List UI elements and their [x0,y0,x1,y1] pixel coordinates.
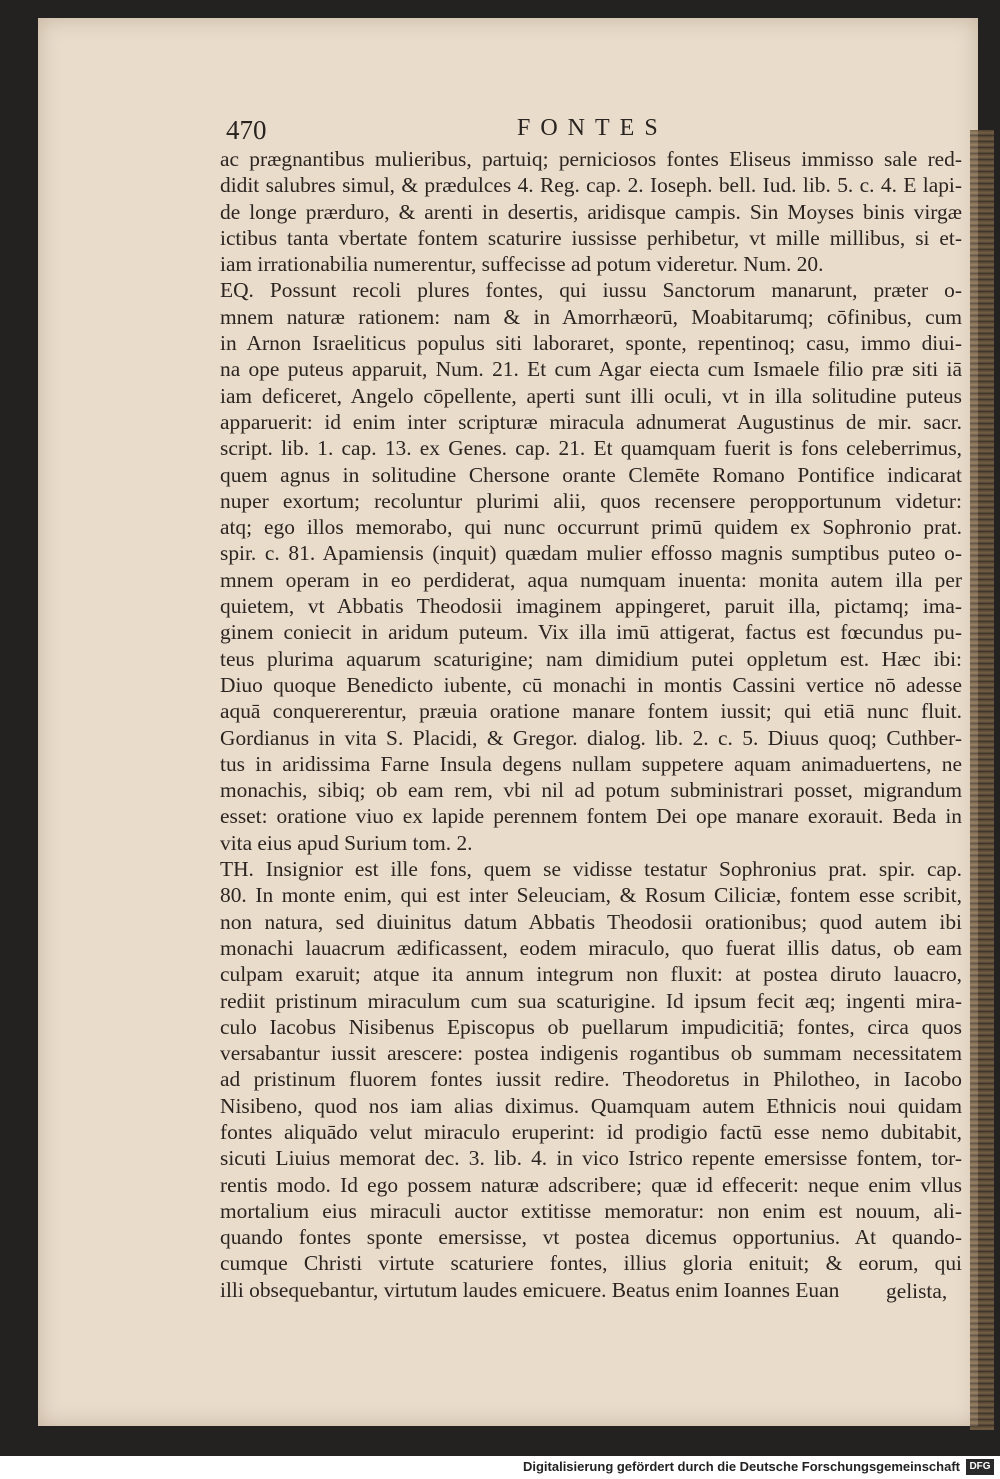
text-line: ictibus tanta vbertate fontem scaturire iussisse perhibetur, vt mille millibus, si et- [220,225,962,250]
text-line: script. lib. 1. cap. 13. ex Genes. cap. 21. Et quamquam fuerit is fons celeberrimus, [220,436,962,461]
text-line: iam irrationabilia numerentur, suffecisse ad potum videretur. Num. 20. [220,252,824,277]
text-line: aquā conquererentur, præuia oratione manare fontem iussit; qui etiā nunc fluit. [220,699,962,724]
text-line: vita eius apud Surium tom. 2. [220,830,473,855]
text-line: spir. c. 81. Apamiensis (inquit) quædam mulier effosso magnis sumptibus puteo o- [220,541,962,566]
text-line: versabantur iussit arescere: postea indigenis rogantibus ob summam necessitatem [220,1041,962,1066]
text-line: tus in aridissima Farne Insula degens nullam suppetere aquam animaduertens, ne [220,751,962,776]
catchword: gelista, [886,1279,948,1303]
text-line: in Arnon Israeliticus populus siti laboraret, sponte, repentinoq; casu, immo diui- [220,331,962,356]
text-line: Nisibeno, quod nos iam alias diximus. Quamquam autem Ethnicis noui quidam [220,1093,962,1118]
text-line: Diuo quoque Benedicto iubente, cū monachi in montis Cassini vertice nō adesse [220,672,962,697]
text-line: cumque Christi virtute scaturiere fontes, illius gloria enituit; & eorum, qui [220,1251,962,1276]
dfg-logo: DFG [966,1459,994,1475]
text-line: iam deficeret, Angelo cōpellente, aperti sunt illi oculi, vt in illa solitudine puteus [220,383,962,408]
body-text [220,146,962,1303]
text-line: ac prægnantibus mulieribus, partuiq; perniciosos fontes Eliseus immisso sale red- [220,147,962,171]
text-line: culo Iacobus Nisibenus Episcopus ob puellarum impudicitiā; fontes, circa quos [220,1014,962,1039]
text-line: esset: oratione viuo ex lapide perennem fontem Dei ope manare exorauit. Beda in [220,804,962,829]
text-line: nuper exortum; recoluntur plurimi alii, quos recensere peropportunum videtur: [220,488,962,513]
text-line: EQ. Possunt recoli plures fontes, qui iussu Sanctorum manarunt, præter o- [220,278,962,303]
text-line: quietem, vt Abbatis Theodosii imaginem appingeret, paruit illa, pictamq; ima- [220,594,962,619]
text-line: mnem naturæ rationem: nam & in Amorrhæorū, Moabitarumq; cōfinibus, cum [220,304,962,329]
text-line: de longe prærduro, & arenti in desertis, aridisque campis. Sin Moyses binis virgæ [220,199,962,224]
text-line: na ope puteus apparuit, Num. 21. Et cum Agar eiecta cum Ismaele filio præ siti iā [220,357,962,382]
text-line: Gordianus in vita S. Placidi, & Gregor. dialog. lib. 2. c. 5. Diuus quoq; Cuthber- [220,725,962,750]
text-line: non natura, sed diuinitus datum Abbatis Theodosii orationibus; quod autem ibi [220,909,962,934]
text-line: apparuerit: id enim inter scripturæ miracula adnumerat Augustinus de mir. sacr. [220,409,962,434]
text-line: 80. In monte enim, qui est inter Seleuciam, & Rosum Ciliciæ, fontem esse scribit, [220,883,962,908]
page-number: 470 [226,115,267,145]
text-line: mnem operam in eo perdiderat, aqua numquam inuenta: monita autem illa per [220,567,962,592]
digitization-footer [0,1456,1000,1479]
funding-note: Digitalisierung gefördert durch die Deutsche Forschungsgemeinschaft [522,1459,960,1474]
page-stack-edge [970,130,994,1430]
text-line: culpam exaruit; atque ita annum integrum non fluxit: at postea diruto lauacro, [220,962,962,987]
text-line: illi obsequebantur, virtutum laudes emicuere. Beatus enim Ioannes Euan [220,1277,840,1302]
running-title: FONTES [517,115,668,141]
text-line: rentis modo. Id ego possem naturæ adscribere; quæ id effecerit: neque enim vllus [220,1172,962,1197]
text-line: TH. Insignior est ille fons, quem se vidisse testatur Sophronius prat. spir. cap. [220,857,962,882]
text-line: quem agnus in solitudine Chersone orante Clemēte Romano Pontifice indicarat [220,462,962,487]
text-line: fontes aliquādo velut miraculo eruperint: id prodigio factū esse nemo dubitabit, [220,1119,962,1144]
text-line: sicuti Liuius memorat dec. 3. lib. 4. in vico Istrico repente emersisse fontem, tor- [220,1146,962,1171]
text-line: ginem coniecit in aridum puteum. Vix illa imū attigerat, factus est fœcundus pu- [220,620,962,645]
text-line: rediit pristinum miraculum cum sua scaturigine. Id ipsum fecit æq; ingenti mira- [220,988,962,1013]
text-line: teus plurima aquarum scaturigine; nam dimidium putei oppletum est. Hæc ibi: [220,646,962,671]
text-line: monachis, sibiq; ob eam rem, vbi nil ad potum subministrari posset, migrandum [220,778,962,803]
text-line: mortalium eius miraculi auctor extitisse memoratur: non enim est nouum, ali- [220,1198,962,1223]
text-line: atq; ego illos memorabo, qui nunc occurrunt primū quidem ex Sophronio prat. [220,515,962,540]
text-line: ad pristinum fluorem fontes iussit redire. Theodoretus in Philotheo, in Iacobo [220,1067,962,1092]
text-line: quando fontes sponte emersisse, vt postea dicemus opportunius. At quando- [220,1225,962,1250]
text-line: monachi lauacrum ædificassent, eodem miraculo, quo fuerat illis datus, ob eam [220,935,962,960]
text-line: didit salubres simul, & prædulces 4. Reg. cap. 2. Ioseph. bell. Iud. lib. 5. c. 4. E lapi- [220,173,962,198]
